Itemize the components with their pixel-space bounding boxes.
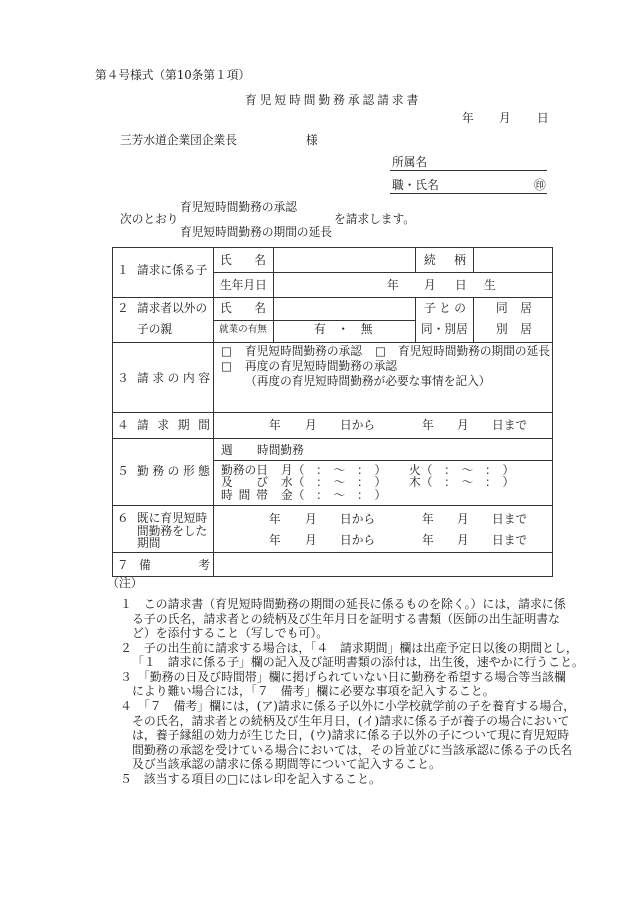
other-parent-row-number: ２ — [117, 301, 129, 315]
cohabitation-option-separate[interactable]: 別居 — [496, 322, 532, 336]
request-content-row-label: 請求の内容 — [137, 371, 210, 385]
remarks-field[interactable] — [214, 553, 552, 576]
prev1-from-month: 月 — [305, 512, 317, 526]
checkbox-extension[interactable]: □ — [375, 344, 387, 358]
days-label: 勤務の日 — [221, 463, 268, 477]
option-reapproval-label: 再度の育児短時間勤務の承認 — [245, 359, 397, 373]
prev2-to-day: 日まで — [492, 533, 528, 547]
note-3-line: により難い場合には，「７ 備考」欄に必要な事項を記入すること。 — [132, 684, 495, 699]
prev1-to-year: 年 — [422, 512, 434, 526]
day-tuesday-time[interactable]: 火（ ： ～ ： ） — [409, 463, 515, 477]
note-3-line: ３ 「勤務の日及び時間帯」欄に掲げられていない日に勤務を希望する場合等当該欄 — [120, 669, 566, 684]
note-1-line: る子の氏名，請求者との続柄及び生年月日を証明する書類（医師の出生証明書な — [132, 611, 561, 626]
employment-label: 就業の有無 — [219, 324, 267, 335]
row-divider — [112, 505, 553, 506]
request-content-row-number: ３ — [117, 371, 129, 385]
date-year-label: 年 — [462, 111, 474, 125]
note-1-line: １ この請求書（育児短時間勤務の期間の延長に係るものを除く。）には，請求に係 — [120, 597, 566, 611]
form-number: 第４号様式（第10条第１項） — [95, 68, 251, 82]
honorific: 様 — [306, 133, 318, 147]
days-label: 及び — [221, 475, 268, 489]
child-birthdate-label: 生年月日 — [220, 278, 267, 292]
request-option-extension: 育児短時間勤務の期間の延長 — [180, 225, 332, 239]
cohabitation-option-together[interactable]: 同居 — [496, 301, 532, 315]
day-wednesday-time[interactable]: 水（ ： ～ ： ） — [281, 475, 387, 489]
day-friday-time[interactable]: 金（ ： ～ ： ） — [281, 488, 387, 502]
previous-period-row-label: 期間 — [137, 536, 161, 550]
notes-list — [120, 597, 620, 787]
period-from-year: 年 — [269, 418, 281, 432]
name-label: 職・氏名 — [392, 178, 439, 192]
note-4-line: 及び当該承認の請求に係る期間等について記入すること。 — [132, 757, 441, 772]
cohabitation-label: 子との — [424, 301, 466, 315]
name-field[interactable] — [390, 193, 547, 194]
note-2-line: ２ 子の出生前に請求する場合は，「４ 請求期間」欄は出産予定日以後の期間とし， — [120, 640, 578, 655]
prev2-from-month: 月 — [305, 533, 317, 547]
note-4-line: 間勤務の承認を受けている場合においては，その旨並びに当該承認に係る子の氏名 — [132, 742, 572, 757]
column-divider — [473, 297, 474, 342]
child-row-number: １ — [117, 263, 129, 277]
cohabitation-label: 同・別居 — [421, 322, 468, 336]
child-relationship-label: 続柄 — [424, 253, 466, 267]
note-4-line: その氏名，請求者との続柄及び生年月日，(イ)請求に係る子が養子の場合において — [132, 713, 570, 728]
request-prefix: 次のとおり — [120, 212, 179, 226]
work-pattern-row-number: ５ — [117, 464, 129, 478]
request-option-approval: 育児短時間勤務の承認 — [180, 200, 297, 214]
child-relationship-field[interactable] — [474, 248, 552, 271]
note-4-line: は，養子縁組の効力が生じた日，(ウ)請求に係る子以外の子について現に育児短時 — [132, 728, 570, 743]
weekly-hours-field[interactable] — [235, 441, 256, 458]
notes-heading: （注） — [107, 576, 143, 590]
period-from-month: 月 — [305, 418, 317, 432]
row-divider — [112, 412, 553, 413]
prev1-to-month: 月 — [457, 512, 469, 526]
note-5-line: ５ 該当する項目の□にはレ印を記入すること。 — [120, 771, 381, 786]
affiliation-label: 所属名 — [392, 155, 428, 169]
remarks-row-label: 備考 — [139, 558, 210, 572]
reason-instruction: （再度の育児短時間勤務が必要な事情を記入） — [245, 374, 491, 388]
column-divider — [213, 247, 214, 577]
child-birth-suffix: 生 — [484, 278, 496, 292]
column-divider — [415, 297, 416, 342]
checkbox-reapproval[interactable]: □ — [221, 359, 233, 373]
reason-field[interactable] — [214, 389, 552, 411]
weekly-suffix: 時間勤務 — [257, 443, 304, 457]
previous-period-row-label: 既に育児短時 — [137, 511, 208, 525]
checkbox-approval[interactable]: □ — [221, 344, 233, 358]
request-period-row-label: 請求期間 — [137, 418, 210, 432]
row-divider — [112, 438, 553, 439]
days-label: 時間帯 — [221, 488, 268, 502]
column-divider — [415, 247, 416, 272]
work-pattern-row-label: 勤務の形態 — [137, 464, 210, 478]
child-name-label: 氏名 — [220, 253, 266, 267]
option-approval-label: 育児短時間勤務の承認 — [245, 344, 362, 358]
form-title: 育児短時間勤務承認請求書 — [245, 93, 422, 107]
date-day-label: 日 — [537, 111, 549, 125]
previous-period-row-number: ６ — [117, 511, 129, 525]
row-divider — [112, 342, 553, 343]
subrow-divider — [213, 272, 553, 273]
subrow-divider — [213, 320, 415, 321]
prev2-to-year: 年 — [422, 533, 434, 547]
prev1-from-year: 年 — [269, 512, 281, 526]
child-birth-month-label: 月 — [424, 278, 436, 292]
other-parent-name-label: 氏名 — [220, 301, 266, 315]
prev1-from-day: 日から — [340, 512, 376, 526]
addressee: 三芳水道企業団企業長 — [120, 133, 237, 147]
day-thursday-time[interactable]: 木（ ： ～ ： ） — [409, 475, 515, 489]
note-4-line: ４ 「７ 備考」欄には，(ア)請求に係る子以外に小学校就学前の子を養育する場合， — [120, 699, 576, 714]
other-parent-row-label: 請求者以外の — [137, 301, 208, 315]
period-to-year: 年 — [422, 418, 434, 432]
subrow-divider — [213, 460, 553, 461]
affiliation-field[interactable] — [390, 170, 547, 171]
child-name-field[interactable] — [274, 248, 414, 271]
prev2-from-day: 日から — [340, 533, 376, 547]
note-2-line: 「１ 請求に係る子」欄の記入及び証明書類の添付は，出生後，速やかに行うこと。 — [132, 655, 584, 670]
weekly-prefix: 週 — [221, 443, 233, 457]
remarks-row-number: ７ — [117, 558, 129, 572]
request-suffix: を請求します。 — [334, 212, 415, 226]
prev1-to-day: 日まで — [492, 512, 528, 526]
option-extension-label: 育児短時間勤務の期間の延長 — [398, 344, 550, 358]
day-monday-time[interactable]: 月（ ： ～ ： ） — [281, 463, 387, 477]
prev2-from-year: 年 — [269, 533, 281, 547]
request-period-row-number: ４ — [117, 418, 129, 432]
note-1-line: ど）を添付すること（写しでも可）。 — [132, 626, 329, 641]
previous-period-row-label: 間勤務をした — [137, 524, 208, 538]
employment-options[interactable]: 有 ・ 無 — [314, 322, 373, 336]
period-from-day: 日から — [340, 418, 376, 432]
child-birth-year-label: 年 — [387, 278, 399, 292]
child-row-label: 請求に係る子 — [137, 263, 208, 277]
other-parent-name-field[interactable] — [274, 298, 414, 319]
period-to-day: 日まで — [492, 418, 528, 432]
date-month-label: 月 — [499, 111, 511, 125]
other-parent-row-label: 子の親 — [137, 322, 173, 336]
child-birth-day-label: 日 — [455, 278, 467, 292]
seal-icon: ㊞ — [534, 178, 546, 192]
prev2-to-month: 月 — [457, 533, 469, 547]
period-to-month: 月 — [457, 418, 469, 432]
